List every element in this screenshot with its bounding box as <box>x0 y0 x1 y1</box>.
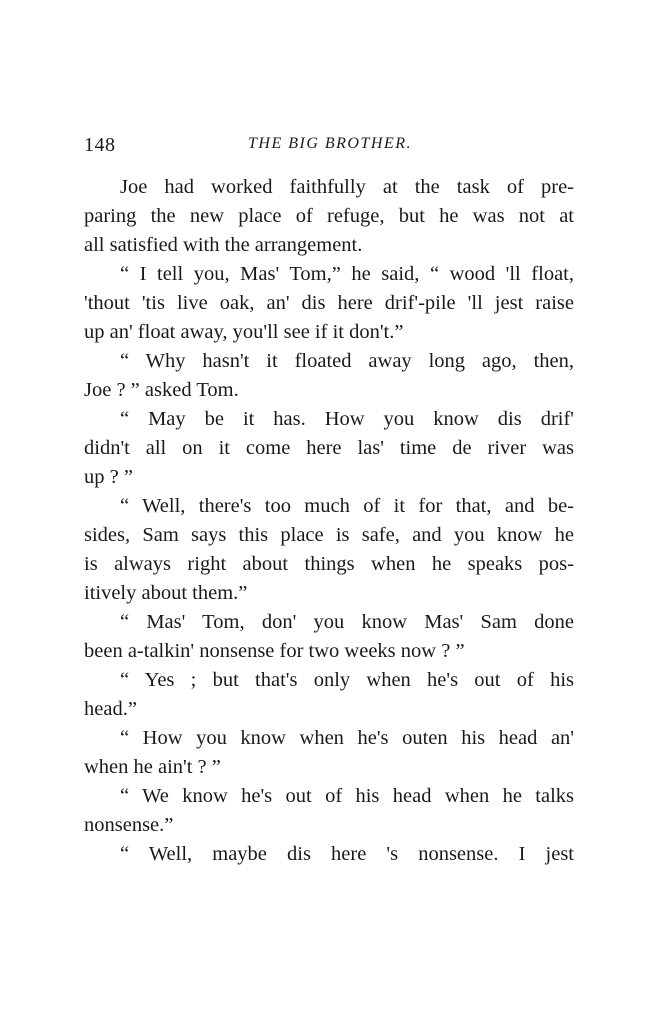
text-line: “ Why hasn't it floated away long ago, then, <box>120 350 574 372</box>
text-line: up an' float away, you'll see if it don't.” <box>84 321 404 343</box>
text-line: 'thout 'tis live oak, an' dis here drif'-pile 'll jest raise <box>84 292 574 314</box>
text-line: itively about them.” <box>84 582 248 604</box>
body-text <box>84 173 574 869</box>
text-line: nonsense.” <box>84 814 174 836</box>
text-line: “ Well, there's too much of it for that, and be- <box>120 495 574 517</box>
text-line: head.” <box>84 698 137 720</box>
text-line: “ Yes ; but that's only when he's out of his <box>120 669 574 691</box>
text-line: Joe ? ” asked Tom. <box>84 379 239 401</box>
text-line: up ? ” <box>84 466 133 488</box>
text-line: when he ain't ? ” <box>84 756 221 778</box>
text-line: paring the new place of refuge, but he was not at <box>84 205 574 227</box>
text-line: “ May be it has. How you know dis drif' <box>120 408 574 430</box>
text-line: Joe had worked faithfully at the task of pre- <box>120 176 574 198</box>
text-line: “ How you know when he's outen his head an' <box>120 727 574 749</box>
text-line: “ Mas' Tom, don' you know Mas' Sam done <box>120 611 574 633</box>
running-title: THE BIG BROTHER. <box>248 135 412 152</box>
text-line: been a-talkin' nonsense for two weeks now ? ” <box>84 640 465 662</box>
running-head <box>84 134 576 160</box>
text-line: didn't all on it come here las' time de river was <box>84 437 574 459</box>
page-number: 148 <box>84 134 116 156</box>
text-line: “ Well, maybe dis here 's nonsense. I jest <box>120 843 574 865</box>
text-line: sides, Sam says this place is safe, and you know he <box>84 524 574 546</box>
text-line: all satisfied with the arrangement. <box>84 234 363 256</box>
text-line: is always right about things when he speaks pos- <box>84 553 574 575</box>
text-line: “ I tell you, Mas' Tom,” he said, “ wood 'll float, <box>120 263 574 285</box>
text-line: “ We know he's out of his head when he talks <box>120 785 574 807</box>
